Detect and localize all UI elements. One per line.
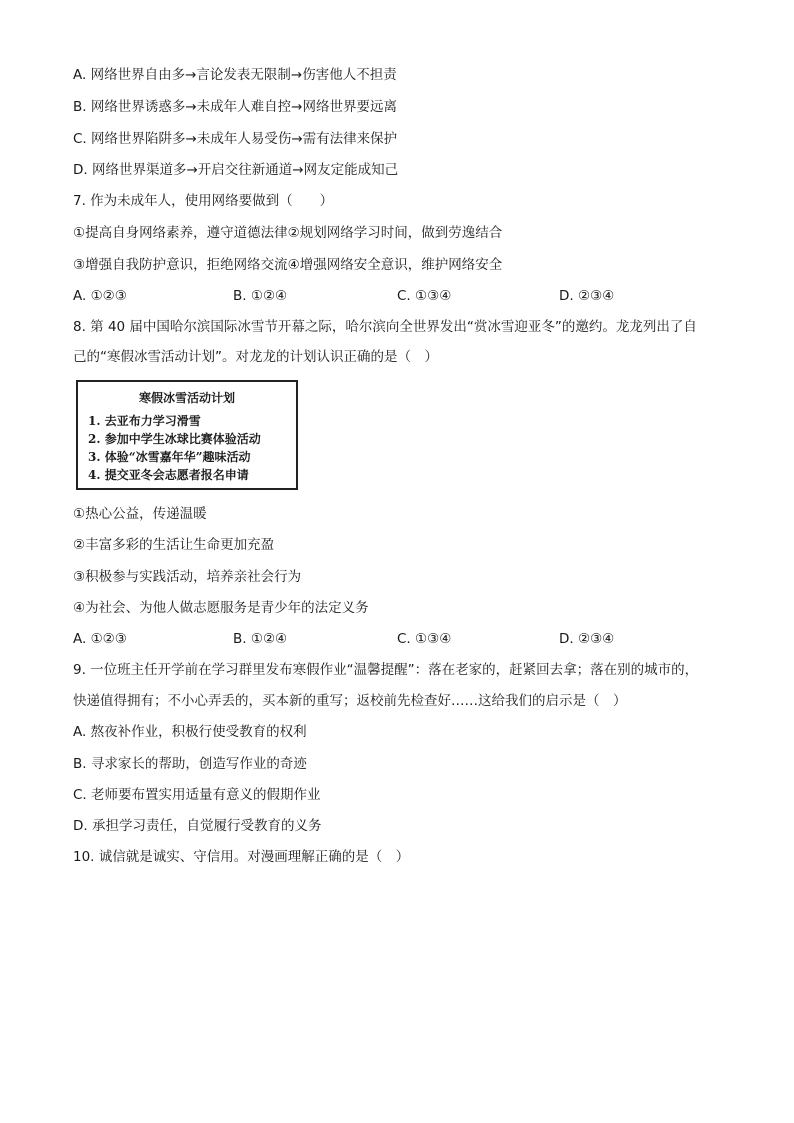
q8-option-b: B. ①②④ [233, 631, 288, 647]
q8-option-a: A. ①②③ [73, 631, 127, 647]
plan-item: 3. 体验“冰雪嘉年华”趣味活动 [88, 450, 251, 464]
plan-item: 1. 去亚布力学习滑雪 [88, 414, 201, 428]
q8-statement-1: ①热心公益，传递温暖 [73, 506, 207, 522]
q8-statement-4: ④为社会、为他人做志愿服务是青少年的法定义务 [73, 600, 369, 616]
q6-option-c: C. 网络世界陷阱多→未成年人易受伤→需有法律来保护 [73, 131, 398, 147]
q8-option-c: C. ①③④ [397, 631, 452, 647]
q7-option-a: A. ①②③ [73, 288, 127, 304]
q7-statement-line: ①提高自身网络素养，遵守道德法律②规划网络学习时间，做到劳逸结合 [73, 225, 503, 241]
q9-option-c: C. 老师要布置实用适量有意义的假期作业 [73, 787, 321, 803]
q6-option-b: B. 网络世界诱惑多→未成年人难自控→网络世界要远离 [73, 99, 397, 115]
q7-option-b: B. ①②④ [233, 288, 288, 304]
q8-stem-line2: 己的“寒假冰雪活动计划”。对龙龙的计划认识正确的是（ ） [73, 349, 438, 365]
q7-option-d: D. ②③④ [559, 288, 615, 304]
q7-statement-line: ③增强自我防护意识，拒绝网络交流④增强网络安全意识，维护网络安全 [73, 257, 503, 273]
q8-statement-2: ②丰富多彩的生活让生命更加充盈 [73, 537, 275, 553]
winter-plan-box [76, 380, 298, 490]
q6-option-a: A. 网络世界自由多→言论发表无限制→伤害他人不担责 [73, 67, 397, 83]
q9-option-b: B. 寻求家长的帮助，创造写作业的奇迹 [73, 756, 307, 772]
q9-stem-line1: 9. 一位班主任开学前在学习群里发布寒假作业“温馨提醒”：落在老家的，赶紧回去拿；落在别的城市的， [73, 662, 699, 678]
q8-statement-3: ③积极参与实践活动，培养亲社会行为 [73, 569, 302, 585]
q8-option-d: D. ②③④ [559, 631, 615, 647]
q9-stem-line2: 快递值得拥有；不小心弄丢的，买本新的重写；返校前先检查好……这给我们的启示是（ ） [73, 693, 627, 709]
plan-item: 4. 提交亚冬会志愿者报名申请 [88, 468, 249, 482]
q7-option-c: C. ①③④ [397, 288, 452, 304]
q10-stem: 10. 诚信就是诚实、守信用。对漫画理解正确的是（ ） [73, 849, 410, 865]
q6-option-d: D. 网络世界渠道多→开启交往新通道→网友定能成知己 [73, 162, 399, 178]
q9-option-d: D. 承担学习责任，自觉履行受教育的义务 [73, 818, 322, 834]
q7-stem: 7. 作为未成年人，使用网络要做到（ ） [73, 193, 334, 209]
q8-stem-line1: 8. 第 40 届中国哈尔滨国际冰雪节开幕之际，哈尔滨向全世界发出“赏冰雪迎亚冬”的邀约。龙龙列出了自 [73, 319, 697, 335]
plan-title: 寒假冰雪活动计划 [138, 391, 235, 405]
plan-item: 2. 参加中学生冰球比赛体验活动 [88, 432, 261, 446]
q9-option-a: A. 熬夜补作业，积极行使受教育的权利 [73, 724, 307, 740]
